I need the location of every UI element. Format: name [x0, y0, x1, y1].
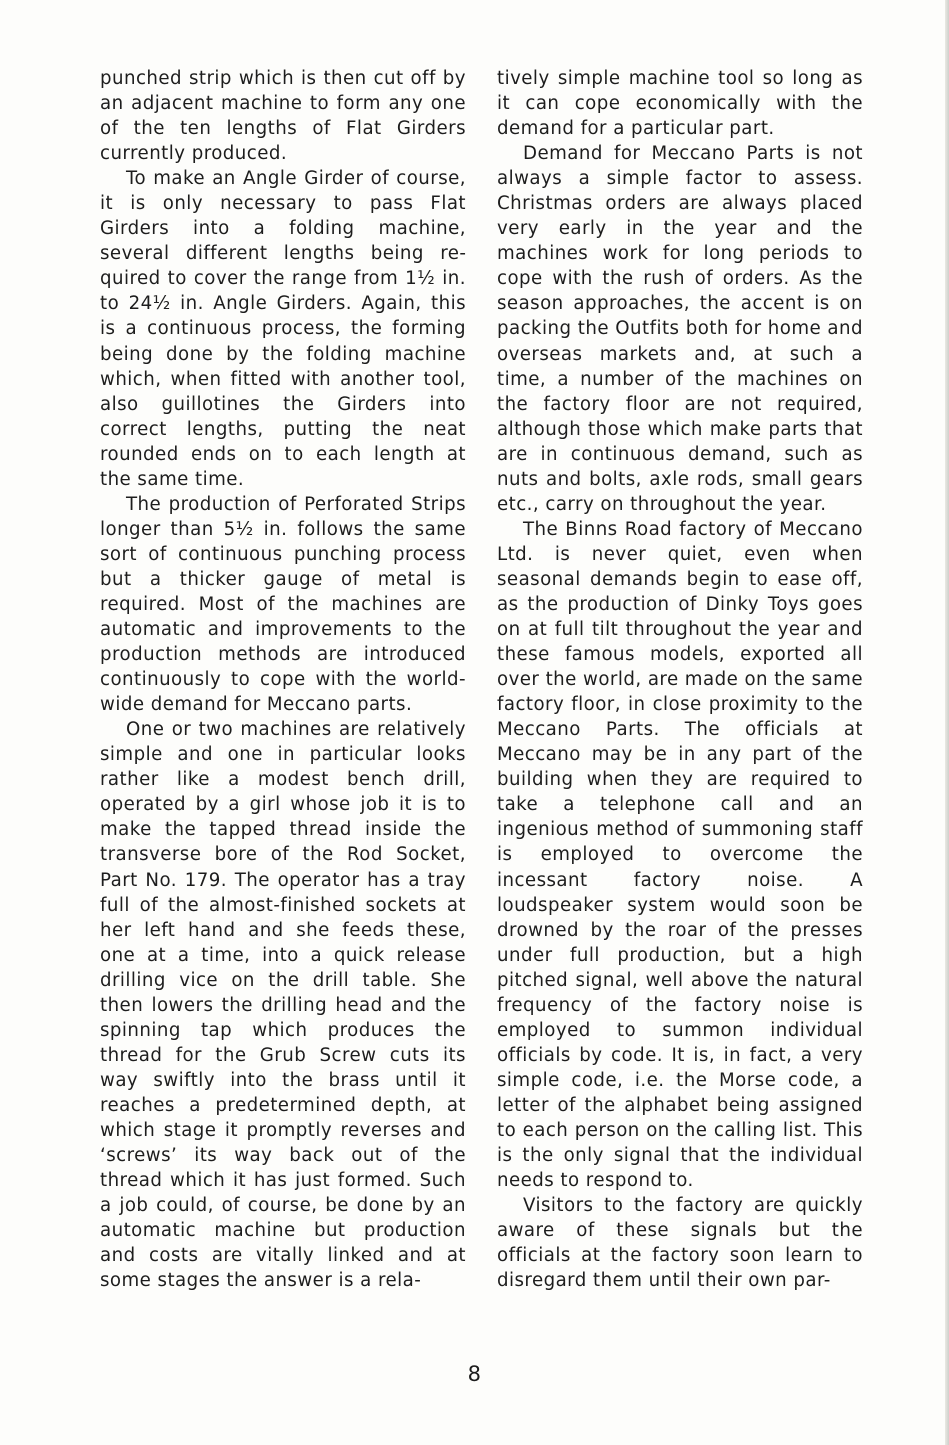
page-number: 8	[467, 1362, 482, 1386]
paragraph-rod-socket-machine: One or two machines are relatively simple and one in particular looks rather like a modest bench drill, operated by a girl whose job it is to make the tapped thread inside the transverse bore of the Rod Socket, Part No. 179. The operator has a tray full of the almost-finished sockets at her left hand and she feeds these, one at a time, into a quick release drilling vice on the drill table. She then lowers the drilling head and the spinning tap which produces the thread for the Grub Screw cuts its way swiftly into the brass until it reaches a predetermined depth, at which stage it promptly reverses and ‘screws’ its way back out of the thread which it has just formed. Such a job could, of course, be done by an automatic machine but production and costs are vitally linked and at some stages the answer is a rela-	[100, 719, 466, 1292]
right-text-column	[497, 66, 863, 1293]
paragraph-continuation-right: tively simple machine tool so long as it can cope economically with the demand for a particular part.	[497, 68, 863, 140]
paragraph-visitors: Visitors to the factory are quickly aware of these signals but the officials at the factory soon learn to disregard them until their own par-	[497, 1195, 863, 1292]
paragraph-continuation: punched strip which is then cut off by an adjacent machine to form any one of the ten lengths of Flat Girders currently produced.	[100, 68, 466, 165]
paragraph-binns-road-factory: The Binns Road factory of Meccano Ltd. is never quiet, even when seasonal demands begin to ease off, as the production of Dinky Toys goes on at full tilt throughout the year and these famous models, exported all over the world, are made on the same factory floor, in close proximity to the Meccano Parts. The officials at Meccano may be in any part of the building when they are required to take a telephone call and an ingenious method of summoning staff is employed to overcome the incessant factory noise. A loudspeaker system would soon be drowned by the roar of the presses under full production, but a high pitched signal, well above the natural frequency of the factory noise is employed to summon individual officials by code. It is, in fact, a very simple code, i.e. the Morse code, a letter of the alphabet being assigned to each person on the calling list. This is the only signal that the individual needs to respond to.	[497, 518, 863, 1192]
page-edge-shadow	[945, 0, 949, 1445]
left-text-column	[100, 66, 466, 1293]
paragraph-perforated-strips: The production of Perforated Strips longer than 5½ in. follows the same sort of continuous punching process but a thicker gauge of metal is required. Most of the machines are automatic and improvements to the production methods are introduced continuously to cope with the world-wide demand for Meccano parts.	[100, 493, 466, 716]
paragraph-angle-girders: To make an Angle Girder of course, it is only necessary to pass Flat Girders into a folding machine, several different lengths being required to cover the range from 1½ in. to 24½ in. Angle Girders. Again, this is a continuous process, the forming being done by the folding machine which, when fitted with another tool, also guillotines the Girders into correct lengths, putting the neat rounded ends on to each length at the same time.	[100, 168, 466, 490]
paragraph-demand: Demand for Meccano Parts is not always a simple factor to assess. Christmas orders are always placed very early in the year and the machines work for long periods to cope with the rush of orders. As the season approaches, the accent is on packing the Outfits both for home and overseas markets and, at such a time, a number of the machines on the factory floor are not required, although those which make parts that are in continuous demand, such as nuts and bolts, axle rods, small gears etc., carry on throughout the year.	[497, 143, 863, 515]
